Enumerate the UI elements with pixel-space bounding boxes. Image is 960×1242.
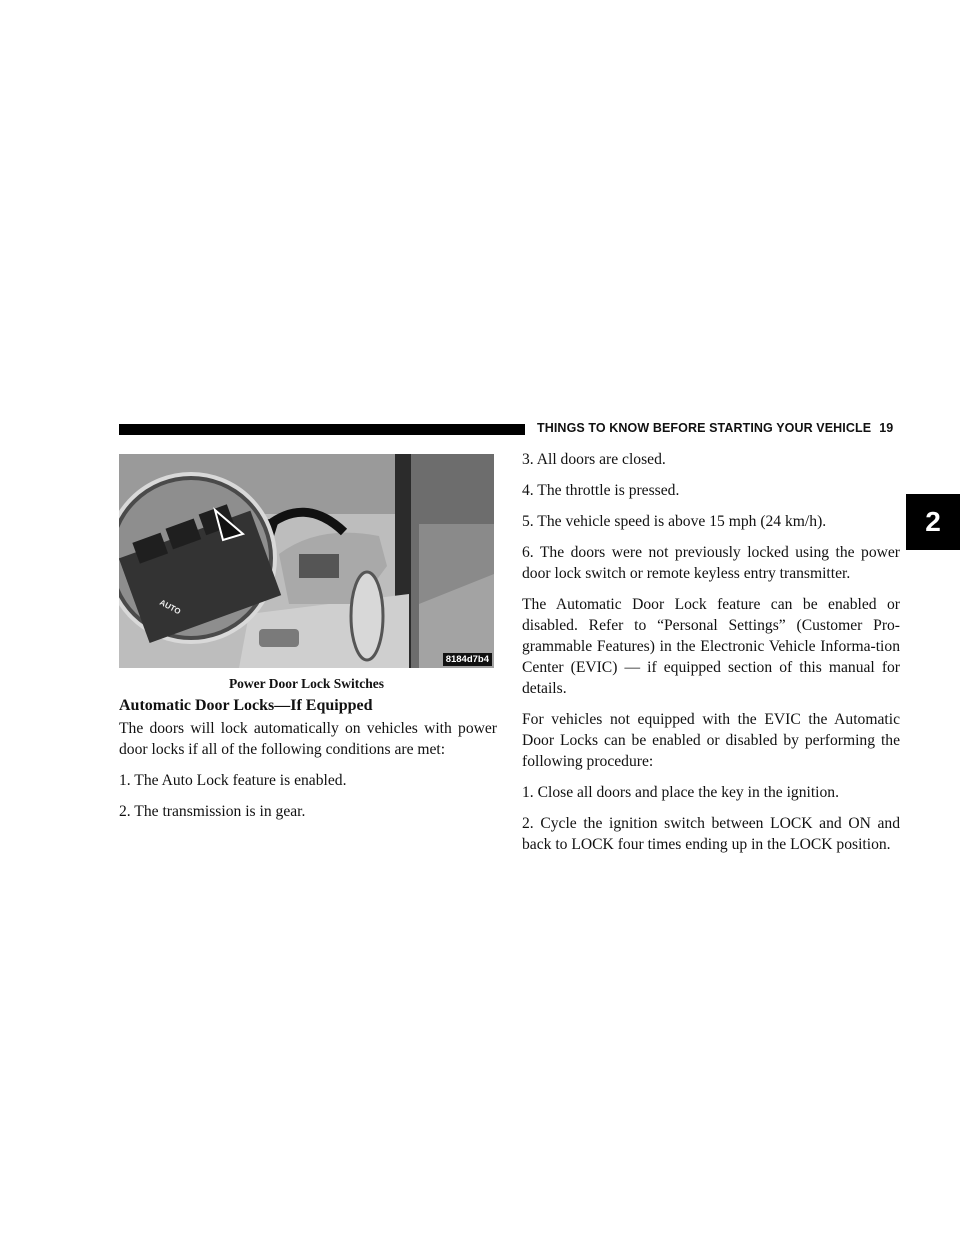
- page-number: 19: [879, 421, 894, 435]
- intro-paragraph: The doors will lock automatically on vehicles with power door locks if all of the following conditions are met:: [119, 720, 497, 758]
- condition-item-5: 5. The vehicle speed is above 15 mph (24 km/h).: [522, 513, 827, 530]
- running-header: [537, 421, 917, 435]
- procedure-step-1: 1. Close all doors and place the key in the ignition.: [522, 784, 840, 801]
- chapter-tab: 2: [906, 494, 960, 550]
- image-code: 8184d7b4: [443, 653, 492, 666]
- non-evic-paragraph: For vehicles not equipped with the EVIC the Automatic Door Locks can be enabled or disabled by performing the following procedure:: [522, 711, 900, 770]
- section-title: Automatic Door Locks—If Equipped: [119, 697, 373, 714]
- condition-item-2: 2. The transmission is in gear.: [119, 803, 306, 820]
- auto-switch-label: AUTO: [158, 597, 183, 617]
- condition-item-6: 6. The doors were not previously locked using the power door lock switch or remote keyless entry transmitter.: [522, 544, 900, 582]
- evic-paragraph: The Automatic Door Lock feature can be enabled or disabled. Refer to “Personal Settings” (Customer Pro-grammable Features) in the Electronic Vehicle Informa-tion Center (EVIC) — if equipped section of this manual for details.: [522, 596, 900, 697]
- header-rule: [119, 424, 525, 435]
- door-lock-photo: [119, 454, 494, 668]
- right-column: [522, 449, 900, 865]
- condition-item-4: 4. The throttle is pressed.: [522, 482, 680, 499]
- running-header-title: THINGS TO KNOW BEFORE STARTING YOUR VEHICLE: [537, 421, 872, 435]
- condition-item-1: 1. The Auto Lock feature is enabled.: [119, 772, 347, 789]
- figure-caption: Power Door Lock Switches: [228, 676, 385, 691]
- procedure-step-2: 2. Cycle the ignition switch between LOCK and ON and back to LOCK four times ending up in the LOCK position.: [522, 815, 900, 853]
- condition-item-3: 3. All doors are closed.: [522, 451, 666, 468]
- left-column: [119, 696, 497, 832]
